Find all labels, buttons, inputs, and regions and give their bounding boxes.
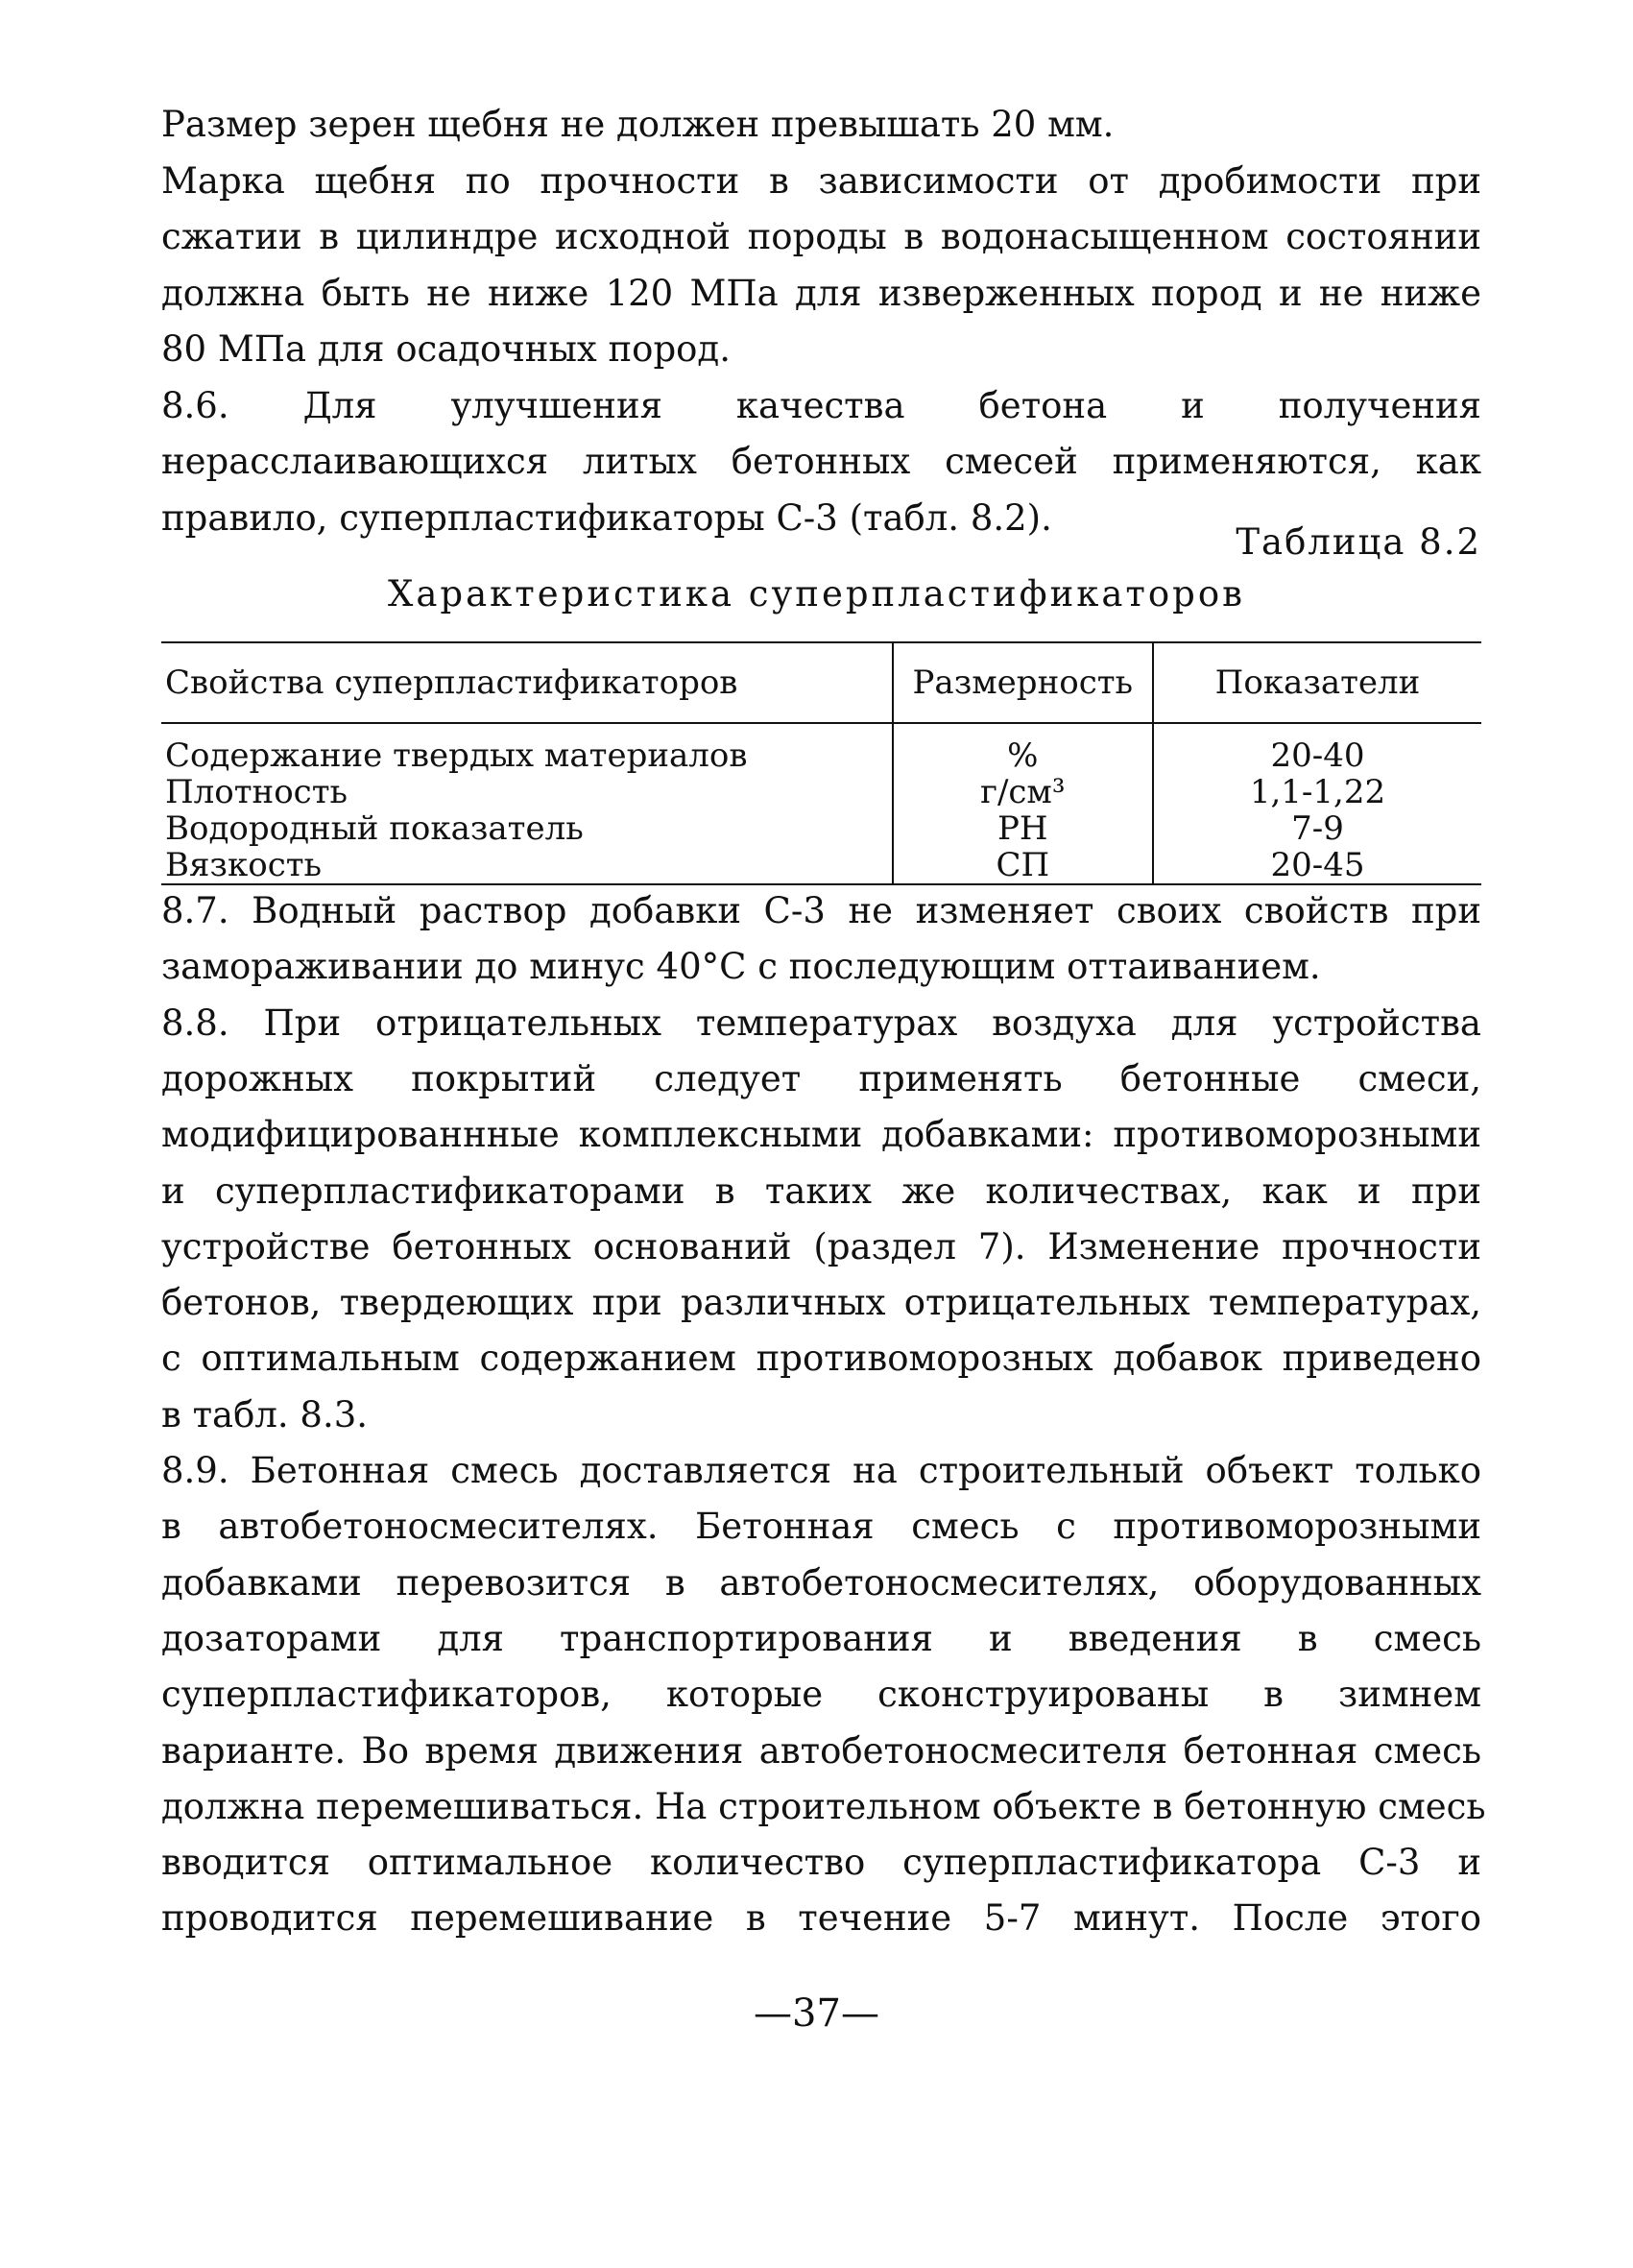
cell-value: 1,1-1,22 bbox=[1249, 773, 1386, 811]
text-line: модифицированнные комплексными добавками: противоморозными bbox=[161, 1114, 1481, 1156]
superplasticizer-table bbox=[161, 641, 1481, 885]
cell-unit: PH bbox=[893, 810, 1153, 847]
text-line: должна перемешиваться. На строительном объекте в бетонную смесь bbox=[161, 1785, 1486, 1827]
text-line: 8.8. При отрицательных температурах воздуха для устройства bbox=[161, 1001, 1481, 1044]
cell-property: Плотность bbox=[161, 774, 893, 810]
text-line: вводится оптимальное количество суперпластификатора С-3 и bbox=[161, 1842, 1481, 1884]
text-line: устройстве бетонных оснований (раздел 7). Изменение прочности bbox=[161, 1225, 1481, 1267]
text-line: добавками перевозится в автобетоносмесителях, оборудованных bbox=[161, 1561, 1481, 1604]
text-line: замораживании до минус 40°С с последующим оттаиванием. bbox=[161, 946, 1321, 988]
text-line: 8.9. Бетонная смесь доставляется на строительный объект только bbox=[161, 1450, 1481, 1491]
cell-value: 20-40 bbox=[1270, 736, 1365, 775]
cell-property: Вязкость bbox=[161, 847, 893, 884]
header-unit: Размерность bbox=[893, 642, 1153, 723]
table-row bbox=[161, 847, 1481, 884]
text-line: проводится перемешивание в течение 5-7 минут. После этого bbox=[161, 1897, 1481, 1940]
cell-unit: СП bbox=[893, 847, 1153, 884]
cell-value: 20-45 bbox=[1153, 847, 1481, 884]
text-line: суперпластификаторов, которые сконструированы в зимнем bbox=[161, 1674, 1481, 1716]
cell-unit: г/см³ bbox=[893, 774, 1153, 810]
header-property: Свойства суперпластификаторов bbox=[161, 642, 893, 723]
text-line: дорожных покрытий следует применять бетонные смеси, bbox=[161, 1057, 1481, 1099]
page-number: —37— bbox=[754, 1991, 879, 2036]
text-line: Марка щебня по прочности в зависимости от дробимости при bbox=[161, 159, 1481, 202]
text-line: должна быть не ниже 120 МПа для изверженных пород и не ниже bbox=[161, 272, 1481, 314]
text-line: 80 МПа для осадочных пород. bbox=[161, 328, 731, 370]
table-row bbox=[161, 774, 1481, 810]
table-number: Таблица 8.2 bbox=[1236, 521, 1481, 563]
table-title: Характеристика суперпластификаторов bbox=[388, 573, 1245, 615]
text-line: в автобетоносмесителях. Бетонная смесь с противоморозными bbox=[161, 1506, 1481, 1548]
cell-value: 7-9 bbox=[1291, 809, 1344, 848]
text-line: варианте. Во время движения автобетоносмесителя бетонная смесь bbox=[161, 1729, 1481, 1772]
cell-unit: % bbox=[893, 723, 1153, 774]
text-line: Размер зерен щебня не должен превышать 20 мм. bbox=[161, 104, 1115, 145]
text-line: и суперпластификаторами в таких же количествах, как и при bbox=[161, 1170, 1481, 1212]
text-line: дозаторами для транспортирования и введения в смесь bbox=[161, 1617, 1481, 1659]
table-header-row bbox=[161, 642, 1481, 723]
text-line: правило, суперпластификаторы С-3 (табл. 8.2). bbox=[161, 496, 1052, 539]
table-row bbox=[161, 810, 1481, 847]
text-line: нерасслаивающихся литых бетонных смесей применяются, как bbox=[161, 441, 1481, 482]
cell-property: Водородный показатель bbox=[161, 810, 893, 847]
table-row bbox=[161, 723, 1481, 774]
text-line: с оптимальным содержанием противоморозных добавок приведено bbox=[161, 1338, 1481, 1380]
text-line: в табл. 8.3. bbox=[161, 1393, 369, 1436]
cell-property: Содержание твердых материалов bbox=[161, 723, 893, 774]
header-value: Показатели bbox=[1153, 642, 1481, 723]
text-line: бетонов, твердеющих при различных отрицательных температурах, bbox=[161, 1282, 1481, 1324]
text-line: 8.6. Для улучшения качества бетона и получения bbox=[161, 384, 1481, 426]
text-line: 8.7. Водный раствор добавки С-3 не изменяет своих свойств при bbox=[161, 890, 1481, 931]
text-line: сжатии в цилиндре исходной породы в водонасыщенном состоянии bbox=[161, 216, 1481, 257]
